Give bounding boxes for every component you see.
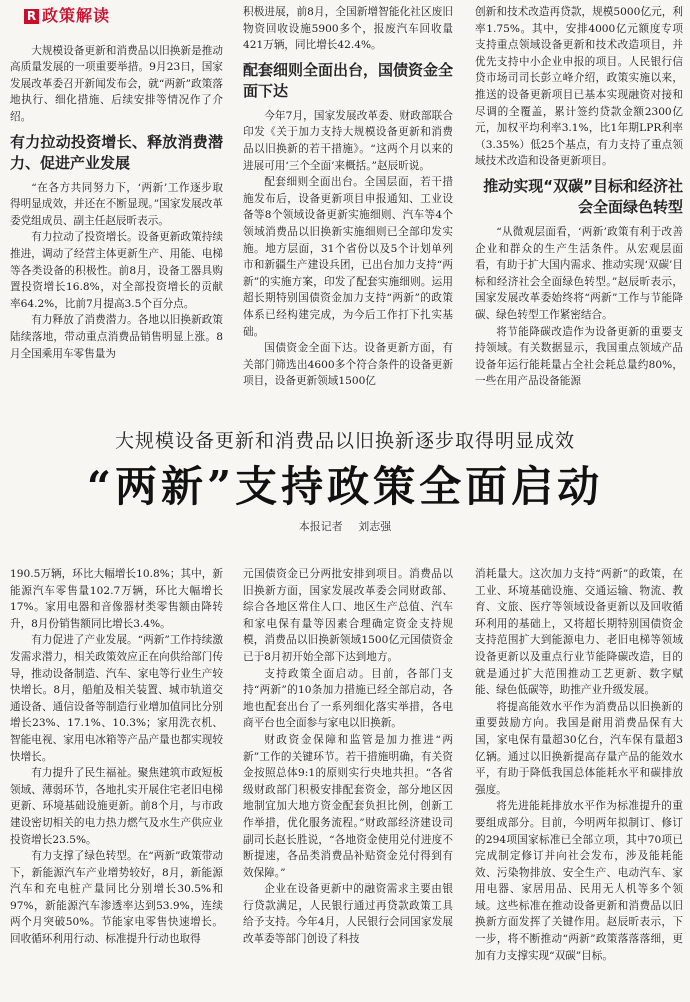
bottom-column-2 [243, 566, 453, 998]
top-column-3 [475, 4, 683, 418]
paragraph: “从微观层面看，‘两新’政策有利于改善企业和群众的生产生活条件。从宏观层面看，有助于扩大国内需求、推动实现‘双碳’目标和经济社会全面绿色转型。”赵辰昕表示，国家发展改革委始终将“两新”工作与节能降碳、绿色转型工作紧密结合。 [475, 225, 683, 321]
top-column-1 [10, 4, 223, 418]
paragraph: 国债资金全面下达。设备更新方面，有关部门筛选出4600多个符合条件的设备更新项目，设备更新领域1500亿 [243, 342, 453, 388]
byline [0, 518, 690, 536]
paragraph: 有力支撑了绿色转型。在“两新”政策带动下，新能源汽车产业增势较好，8月，新能源汽车和充电桩产量同比分别增长30.5%和97%，新能源汽车渗透率达到53.9%，连续两个月突破50%。节能家电零售快速增长。回收循环利用行动、标准提升行动也取得 [10, 850, 223, 946]
paragraph: 将提高能效水平作为消费品以旧换新的重要鼓励方向。我国是耐用消费品保有大国，家电保有量超30亿台，汽车保有量超3亿辆。通过以旧换新提高存量产品的能效水平，有助于降低我国总体能耗水平和碳排放强度。 [475, 700, 683, 796]
paragraph: 有力拉动了投资增长。设备更新政策持续推进，调动了经营主体更新生产、用能、电梯等各类设备的积极性。前8月，设备工器具购置投资增长16.8%，对全部投资增长的贡献率64.2%，比前7月提高3.5个百分点。 [10, 231, 223, 310]
paragraph: 元国债资金已分两批安排到项目。消费品以旧换新方面，国家发展改革委会同财政部、综合各地区常住人口、地区生产总值、汽车和家电保有量等因素合理确定资金支持规模，消费品以旧换新领域1500亿元国债资金已于8月初开始全部下达到地方。 [243, 568, 453, 663]
paragraph: 190.5万辆，环比大幅增长10.8%；其中，新能源汽车零售量102.7万辆，环比大幅增长17%。家用电器和音像器材类零售额由降转升，8月份销售额同比增长3.4%。 [10, 568, 223, 630]
paragraph: 支持政策全面启动。目前，各部门支持“两新”的10条加力措施已经全部启动，各地也配套出台了一系列细化落实举措，各电商平台也全面参与家电以旧换新。 [243, 667, 453, 730]
subheading: 配套细则全面出台，国债资金全面下达 [243, 60, 453, 100]
section-header [24, 8, 223, 25]
paragraph: 消耗量大。这次加力支持“两新”的政策，在工业、环境基础设施、交通运输、物流、教育、文旅、医疗等领域设备更新以及回收循环利用的基础上，又将超长期特别国债资金支持范围扩大到能源电力、老旧电梯等领域设备更新以及重点行业节能降碳改造，目的就是通过扩大范围推动工艺更新、数字赋能、绿色低碳等，助推产业升级发展。 [475, 568, 683, 697]
paragraph: 今年7月，国家发展改革委、财政部联合印发《关于加力支持大规模设备更新和消费品以旧换新的若干措施》。“这两个月以来的进展可用‘三个全面’来概括。”赵辰昕说。 [243, 109, 453, 172]
bottom-column-1 [10, 566, 223, 998]
paragraph: 有力促进了产业发展。“两新”工作持续激发需求潜力，相关政策效应正在向供给部门传导，推动设备制造、汽车、家电等行业生产较快增长。8月，船舶及相关装置、城市轨道交通设备、通信设备等制造行业增加值同比分别增长23%、17.1%、10.3%；家用洗衣机、智能电视、家用电冰箱等产品产量也都实现较快增长。 [10, 634, 223, 763]
byline-name: 刘志强 [358, 520, 392, 533]
paragraph: “在各方共同努力下，‘两新’工作逐步取得明显成效，并还在不断显现。”国家发展改革委党组成员、副主任赵辰昕表示。 [10, 181, 223, 227]
headline-title: “两新”支持政策全面启动 [86, 462, 604, 511]
byline-role: 本报记者 [298, 520, 343, 533]
paragraph: 大规模设备更新和消费品以旧换新是推动高质量发展的一项重要举措。9月23日，国家发展改革委召开新闻发布会，就“两新”政策落地执行、细化措施、后续安排等情况作了介绍。 [10, 44, 223, 123]
paragraph: 有力提升了民生福祉。聚焦建筑市政短板领域、薄弱环节，各地扎实开展住宅老旧电梯更新、环境基础设施更新。前8个月，与市政建设密切相关的电力热力燃气及水生产供应业投资增长23.5%。 [10, 767, 223, 846]
paragraph: 有力释放了消费潜力。各地以旧换新政策陆续落地，带动重点消费品销售明显上涨。8月全国乘用车零售量为 [10, 314, 223, 360]
section-logo: R [24, 9, 39, 24]
paragraph: 财政资金保障和监管是加力推进“两新”工作的关键环节。若干措施明确，有关资金按照总体9:1的原则实行央地共担。“各省级财政部门积极安排配套资金，部分地区因地制宜加大地方资金配套负担比例，创新工作举措，优化服务流程。”财政部经济建设司副司长赵长胜说，“各地资金使用兑付进度不断提速，各品类消费品补贴资金兑付得到有效保障。” [243, 733, 453, 879]
subheading: 有力拉动投资增长、释放消费潜力、促进产业发展 [10, 132, 223, 172]
bottom-column-3 [475, 566, 683, 998]
headline-kicker: 大规模设备更新和消费品以旧换新逐步取得明显成效 [114, 430, 575, 452]
section-title: 政策解读 [42, 6, 111, 25]
paragraph: 创新和技术改造再贷款，规模5000亿元，利率1.75%。其中，安排4000亿元额度专项支持重点领域设备更新和技术改造项目，并优先支持中小企业申报的项目。人民银行信贷市场司司长彭立峰介绍，政策实施以来，推送的设备更新项目已基本实现融资对接和尽调的全覆盖，累计签约贷款金额2300亿元，加权平均利率3.1%，比1年期LPR利率（3.35%）低25个基点，有力支持了重点领域技术改造和设备更新项目。 [475, 6, 683, 168]
subheading: 推动实现“双碳”目标和经济社会全面绿色转型 [483, 176, 683, 216]
top-column-2 [243, 4, 453, 418]
paragraph: 配套细则全面出台。全国层面，若干措施发布后，设备更新项目申报通知、工业设备等8个领域设备更新实施细则、汽车等4个领域消费品以旧换新实施细则已全部印发实施。地方层面，31个省份以及5个计划单列市和新疆生产建设兵团，已出台加力支持“两新”的实施方案，印发了配套实施细则。运用超长期特别国债资金加力支持“两新”的政策体系已经构建完成，为今后工作打下扎实基础。 [243, 176, 453, 338]
paragraph: 企业在设备更新中的融资需求主要由银行贷款满足，人民银行通过再贷款政策工具给予支持。今年4月，人民银行会同国家发展改革委等部门创设了科技 [243, 883, 453, 946]
paragraph: 积极进展，前8月，全国新增智能化社区废旧物资回收设施5900多个，报废汽车回收量421万辆，同比增长42.4%。 [243, 6, 453, 52]
headline-block [0, 418, 690, 566]
paragraph: 将先进能耗排放水平作为标准提升的重要组成部分。目前，今明两年拟制订、修订的294项国家标准已全部立项，其中70项已完成制定修订并向社会发布，涉及能耗能效、污染物排放、安全生产、电动汽车、家用电器、家居用品、民用无人机等多个领域。这些标准在推动设备更新和消费品以旧换新方面发挥了关键作用。赵辰昕表示，下一步，将不断推动“两新”政策落落落细，更加有力支撑实现“双碳”目标。 [475, 800, 683, 962]
paragraph: 将节能降碳改造作为设备更新的重要支持领域。有关数据显示，我国重点领域产品设备年运行能耗量占全社会耗总量约80%，一些在用产品设备能源 [475, 325, 683, 388]
